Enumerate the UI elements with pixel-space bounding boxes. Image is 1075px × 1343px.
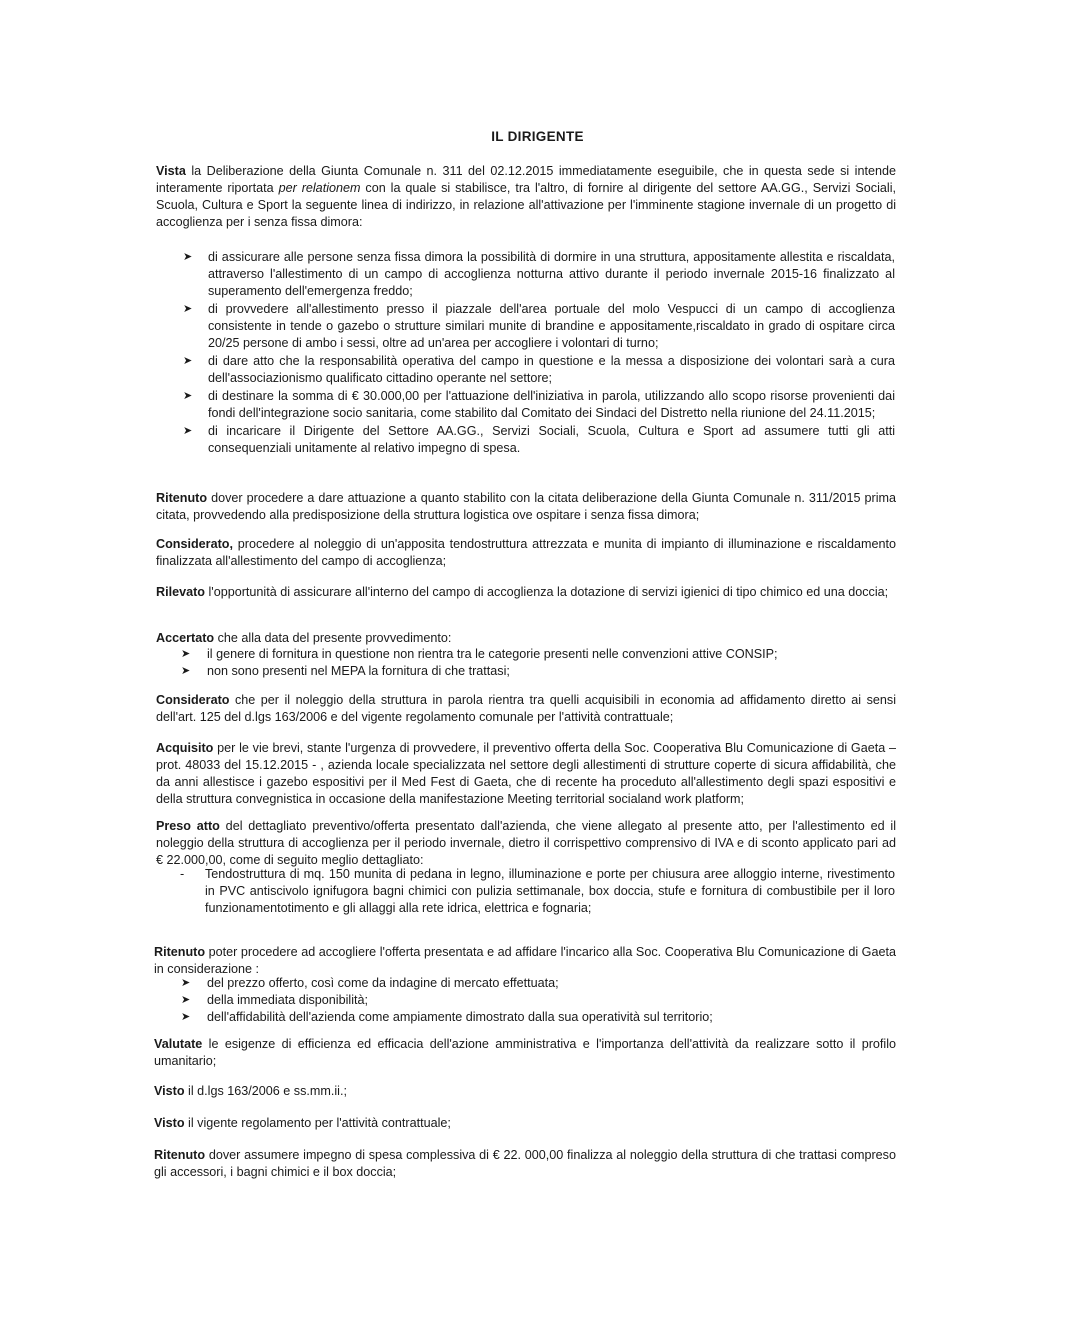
paragraph-valutate: Valutate le esigenze di efficienza ed efficacia dell'azione amministrativa e l'importanza dell'attività da realizzare sotto il profilo umanitario; — [154, 1037, 896, 1068]
list-item: ➤ di provvedere all'allestimento presso il piazzale dell'area portuale del molo Vespucci di un campo di accoglienza consistente in tende o gazebo o strutture similari munite di brandine e appositamente,riscaldato in grado di ospitare circa 20/25 persone di ambo i sessi, oltre ad un'area per accogliere i volontari di turno; — [183, 302, 895, 350]
list-item: ➤ di dare atto che la responsabilità operativa del campo in questione e la messa a disposizione dei volontari sarà a cura dell'associazionismo qualificato cittadino operante nel settore; — [183, 354, 895, 385]
arrow-bullet-icon: ➤ — [183, 251, 193, 263]
paragraph-accertato: Accertato che alla data del presente provvedimento: — [156, 631, 452, 645]
list-item: ➤ della immediata disponibilità; — [181, 993, 369, 1007]
paragraph-ritenuto-3: Ritenuto dover assumere impegno di spesa complessiva di € 22. 000,00 finalizza al noleggio della struttura di che trattasi compreso gli accessori, i bagni chimici e il box doccia; — [154, 1148, 896, 1179]
arrow-bullet-icon: ➤ — [183, 390, 193, 402]
document-title: IL DIRIGENTE — [491, 129, 584, 144]
list-item: ➤ il genere di fornitura in questione non rientra tra le categorie presenti nelle convenzioni attive CONSIP; — [181, 647, 778, 661]
paragraph-vista-deliberazione: Vista la Deliberazione della Giunta Comunale n. 311 del 02.12.2015 immediatamente eseguibile, che in questa sede si intende interamente riportata per relationem con la quale si stabilisce, tra l'altro, di fornire al dirigente del settore AA.GG., Servizi Sociali, Scuola, Cultura e Sport la seguente linea di indirizzo, in relazione all'attivazione per l'imminente stagione invernale di un progetto di accoglienza per i senza fissa dimora: — [156, 164, 897, 229]
arrow-bullet-icon: ➤ — [181, 665, 191, 677]
considerazione-list — [181, 975, 893, 1026]
dash-bullet: - — [180, 867, 185, 881]
arrow-bullet-icon: ➤ — [181, 994, 191, 1006]
list-item: ➤ di assicurare alle persone senza fissa dimora la possibilità di dormire in una struttura, appositamente allestita e riscaldata, attraverso l'allestimento di un campo di accoglienza notturna attivo durante il periodo invernale 2015-16 finalizzato al superamento dell'emergenza freddo; — [183, 250, 895, 298]
latin-phrase: per relationem — [278, 181, 361, 195]
arrow-bullet-icon: ➤ — [183, 303, 193, 315]
paragraph-ritenuto-2: Ritenuto poter procedere ad accogliere l'offerta presentata e ad affidare l'incarico alla Soc. Cooperativa Blu Comunicazione di Gaeta in considerazione : — [154, 945, 896, 976]
paragraph-rilevato: Rilevato l'opportunità di assicurare all'interno del campo di accoglienza la dotazione di servizi igienici di tipo chimico ed una doccia; — [156, 585, 889, 599]
arrow-bullet-icon: ➤ — [181, 648, 191, 660]
arrow-bullet-icon: ➤ — [183, 425, 193, 437]
arrow-bullet-icon: ➤ — [181, 977, 191, 989]
list-item: ➤ di destinare la somma di € 30.000,00 per l'attuazione dell'iniziativa in parola, utilizzando allo scopo risorse provenienti dai fondi dell'integrazione socio sanitaria, come stabilito dal Comitato dei Sindaci del Distretto nella riunione del 24.11.2015; — [183, 389, 895, 420]
arrow-bullet-icon: ➤ — [181, 1011, 191, 1023]
paragraph-considerato-2: Considerato che per il noleggio della struttura in parola rientra tra quelli acquisibili in economia ad affidamento diretto ai sensi dell'art. 125 del d.lgs 163/2006 e del vigente regolamento comunale per l'attività contrattuale; — [156, 693, 896, 724]
arrow-bullet-icon: ➤ — [183, 355, 193, 367]
accertato-list — [181, 646, 893, 680]
paragraph-ritenuto-1: Ritenuto dover procedere a dare attuazione a quanto stabilito con la citata deliberazione della Giunta Comunale n. 311/2015 prima citata, provvedendo alla predisposizione della struttura logistica ove ospitare i senza fissa dimora; — [156, 491, 896, 522]
list-item: ➤ non sono presenti nel MEPA la fornitura di che trattasi; — [181, 664, 510, 678]
list-item: ➤ di incaricare il Dirigente del Settore AA.GG., Servizi Sociali, Scuola, Cultura e Sport ad assumere tutti gli atti consequenziali unitamente al relativo impegno di spesa. — [183, 424, 895, 455]
preso-atto-list — [180, 866, 895, 917]
list-item: ➤ dell'affidabilità dell'azienda come ampiamente dimostrato dalla sua operatività sul territorio; — [181, 1010, 713, 1024]
paragraph-visto-1: Visto il d.lgs 163/2006 e ss.mm.ii.; — [154, 1084, 347, 1098]
list-item: - Tendostruttura di mq. 150 munita di pedana in legno, illuminazione e porte per chiusura aree alloggio interne, rivestimento in PVC antiscivolo ignifugora bagni chimici con pulizia settimanale, box doccia, stufe e fornitura di combustibile per il loro funzionamentotimento e gli allaggi alla rete idrica, elettrica e fognaria; — [180, 867, 895, 915]
list-item: ➤ del prezzo offerto, così come da indagine di mercato effettuata; — [181, 976, 559, 990]
handwritten-year: 15 — [539, 164, 554, 178]
paragraph-preso-atto: Preso atto del dettagliato preventivo/offerta presentato dall'azienda, che viene allegato al presente atto, per l'allestimento ed il noleggio della struttura di accoglienza per il periodo invernale, dietro il corrispettivo comprensivo di IVA e di sconto applicato pari ad € 22.000,00, come di seguito meglio dettagliato: — [156, 819, 896, 867]
indirizzo-list — [183, 249, 895, 458]
paragraph-visto-2: Visto il vigente regolamento per l'attività contrattuale; — [154, 1116, 451, 1130]
paragraph-acquisito: Acquisito per le vie brevi, stante l'urgenza di provvedere, il preventivo offerta della Soc. Cooperativa Blu Comunicazione di Gaeta – prot. 48033 del 15.12.2015 - , azienda locale specializzata nel settore degli allestimenti di strutture coperte di sicura affidabilità, che da anni allestisce i gazebo espositivi per il Med Fest di Gaeta, che di recente ha proceduto all'allestimento degli spazi espositivi e della struttura convegnistica in occasione della manifestazione Meeting territorial socialand work platform; — [156, 741, 896, 806]
paragraph-considerato-1: Considerato, procedere al noleggio di un'apposita tendostruttura attrezzata e munita di impianto di illuminazione e riscaldamento finalizzata all'allestimento del campo di accoglienza; — [156, 537, 896, 568]
paragraph-lead: Vista — [156, 164, 186, 178]
